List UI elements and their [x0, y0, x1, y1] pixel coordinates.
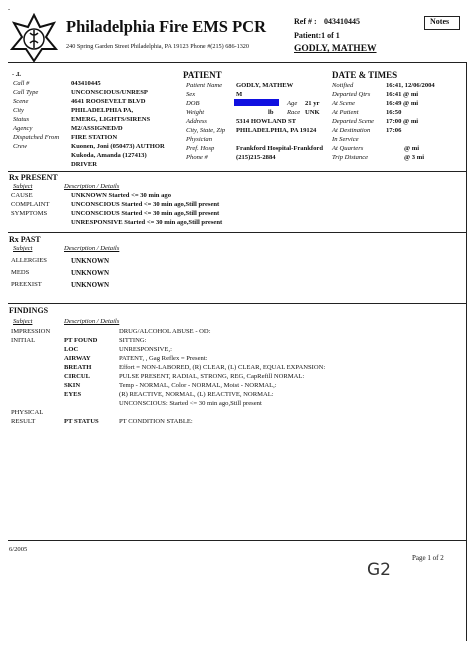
call-label: Crew	[13, 143, 28, 150]
call-value: 4641 ROOSEVELT BLVD	[71, 98, 146, 105]
preferred-hospital: Frankford Hospital-Frankford	[236, 145, 324, 152]
finding-value: (R) REACTIVE, NORMAL, (L) REACTIVE, NORMAL:	[119, 391, 274, 398]
fire-department-logo	[10, 13, 58, 63]
rx-present-value: UNCONSCIOUS Started <= 30 min ago,Still present	[71, 210, 220, 217]
header-divider	[8, 62, 466, 63]
time-value: 16:50	[386, 109, 402, 116]
right-edge-line	[466, 62, 467, 641]
rx-past-value: UNKNOWN	[71, 269, 110, 277]
rx-past-label: PREEXIST	[11, 281, 42, 288]
time-label: Departed Scene	[332, 118, 374, 125]
times-heading: DATE & TIMES	[332, 70, 398, 80]
time-value: @ 3 mi	[404, 154, 425, 161]
finding-key: CIRCUL	[64, 373, 91, 380]
call-label: City	[13, 107, 24, 114]
time-label: At Quarters	[332, 145, 364, 152]
impression-label: IMPRESSION	[11, 328, 51, 335]
finding-key: PT STATUS	[64, 418, 99, 425]
patient-city: PHILADELPHIA, PA 19124	[236, 127, 317, 134]
time-value: @ mi	[404, 145, 420, 152]
call-value: DRIVER	[71, 161, 98, 168]
rx-present-value: UNCONSCIOUS Started <= 30 min ago,Still present	[71, 201, 220, 208]
top-mark: -	[8, 6, 11, 13]
rx-past-value: UNKNOWN	[71, 257, 110, 265]
patient-heading: PATIENT	[183, 70, 222, 80]
redacted-dob	[234, 99, 279, 106]
call-value: Kuonen, Joni (050473) AUTHOR	[71, 143, 165, 150]
call-label: Dispatched From	[13, 134, 60, 141]
page-title: Philadelphia Fire EMS PCR	[66, 17, 266, 36]
finding-key: LOC	[64, 346, 79, 353]
rx-present-label: SYMPTOMS	[11, 210, 48, 217]
rx-past-label: ALLERGIES	[11, 257, 47, 264]
time-value: 16:41, 12/06/2004	[386, 82, 435, 89]
result-label: RESULT	[11, 418, 36, 425]
patient-label: Address	[186, 118, 208, 125]
time-label: Departed Qtrs	[332, 91, 371, 98]
rx-past-value: UNKNOWN	[71, 281, 110, 289]
patient-address: 5314 HOWLAND ST	[236, 118, 297, 125]
finding-key: EYES	[64, 391, 82, 398]
patient-label: Physician	[186, 136, 213, 143]
finding-value: UNRESPONSIVE,:	[119, 346, 172, 353]
time-value: 17:06	[386, 127, 402, 134]
address-line: 240 Spring Garden Street Philadelphia, PA 19123 Phone #(215) 686-1320	[66, 43, 249, 50]
finding-key: AIRWAY	[64, 355, 91, 362]
age-value: 21 yr	[305, 100, 320, 107]
call-value: Kukoda, Amanda (127413)	[71, 152, 147, 159]
notes-label: Notes	[430, 17, 450, 26]
rx-present-heading: Rx PRESENT	[9, 173, 58, 182]
rx-past-divider	[8, 232, 466, 233]
findings-heading: FINDINGS	[9, 306, 49, 315]
race-label: Race	[287, 109, 301, 116]
handwritten-stamp: G2	[367, 560, 391, 580]
call-label: Scene	[13, 98, 29, 105]
call-value: PHILADELPHIA PA,	[71, 107, 134, 114]
page-number: Page 1 of 2	[412, 554, 444, 562]
impression-value: DRUG/ALCOHOL ABUSE - OD:	[119, 328, 211, 335]
patient-label: Sex	[186, 91, 196, 98]
patient-label: DOB	[186, 100, 200, 107]
patient-label: Patient Name	[186, 82, 223, 89]
call-value: EMERG, LIGHTS/SIRENS	[71, 116, 151, 123]
rx-present-value: UNRESPONSIVE Started <= 30 min ago,Still present	[71, 219, 223, 226]
time-value: 16:49 @ mi	[386, 100, 419, 107]
finding-value: PULSE PRESENT, RADIAL, STRONG, REG, CapRefill NORMAL:	[119, 373, 305, 380]
call-value: FIRE STATION	[71, 134, 118, 141]
rx-present-divider	[8, 171, 466, 172]
col-description: Description / Details	[64, 245, 120, 252]
time-label: Trip Distance	[332, 154, 369, 161]
finding-value: Temp - NORMAL, Color - NORMAL, Moist - NORMAL,:	[119, 382, 277, 389]
rx-present-value: UNKNOWN Started <= 30 min ago	[71, 192, 172, 199]
finding-key: BREATH	[64, 364, 92, 371]
call-label: Call #	[13, 80, 30, 87]
initial-label: INITIAL	[11, 337, 36, 344]
call-value: 043410445	[71, 80, 101, 87]
call-label: Agency	[13, 125, 33, 132]
finding-value: Effort = NON-LABORED, (R) CLEAR, (L) CLEAR, EQUAL EXPANSION:	[119, 364, 326, 371]
finding-key: PT FOUND	[64, 337, 98, 344]
col-subject: Subject	[13, 183, 33, 190]
patient-count: Patient:1 of 1	[294, 31, 340, 40]
rx-past-label: MEDS	[11, 269, 30, 276]
ref-value: 043410445	[324, 17, 360, 26]
call-label: Call Type	[13, 89, 39, 96]
finding-value: PATENT, , Gag Reflex = Present:	[119, 355, 208, 362]
footer-date: 6/2005	[9, 546, 28, 553]
patient-label: Pref. Hosp	[186, 145, 215, 152]
patient-label: City, State, Zip	[186, 127, 226, 134]
time-label: Notified	[332, 82, 354, 89]
rx-present-label: COMPLAINT	[11, 201, 50, 208]
header-patient-name: GODLY, MATHEW	[294, 44, 377, 54]
rx-past-heading: Rx PAST	[9, 235, 41, 244]
time-label: At Destination	[332, 127, 371, 134]
time-label: In Service	[332, 136, 359, 143]
patient-phone: (215)215-2884	[236, 154, 276, 161]
ref-label: Ref # :	[294, 17, 317, 26]
footer-divider	[8, 540, 466, 541]
finding-value: UNCONSCIOUS: Started <= 30 min ago,Still present	[119, 400, 262, 407]
finding-value: SITTING:	[119, 337, 147, 344]
col-subject: Subject	[13, 318, 33, 325]
time-value: 16:41 @ mi	[386, 91, 419, 98]
col-description: Description / Details	[64, 183, 120, 190]
call-label: Status	[13, 116, 30, 123]
physical-label: PHYSICAL	[11, 409, 44, 416]
finding-key: SKIN	[64, 382, 81, 389]
patient-name: GODLY, MATHEW	[236, 82, 294, 89]
call-value: M2/ASSIGNED/D	[71, 125, 123, 132]
rx-present-label: CAUSE	[11, 192, 33, 199]
patient-sex: M	[236, 91, 243, 98]
age-label: Age	[287, 100, 298, 107]
finding-value: PT CONDITION STABLE:	[119, 418, 193, 425]
time-label: At Patient	[332, 109, 359, 116]
call-value: UNCONSCIOUS/UNRESP	[71, 89, 148, 96]
race-value: UNK	[305, 109, 320, 116]
findings-divider	[8, 303, 466, 304]
col-description: Description / Details	[64, 318, 120, 325]
call-mark: - .L	[12, 71, 22, 78]
patient-label: Phone #	[186, 154, 208, 161]
time-label: At Scene	[332, 100, 355, 107]
time-value: 17:00 @ mi	[386, 118, 419, 125]
patient-label: Weight	[186, 109, 205, 116]
weight-unit: lb	[268, 109, 274, 116]
col-subject: Subject	[13, 245, 33, 252]
